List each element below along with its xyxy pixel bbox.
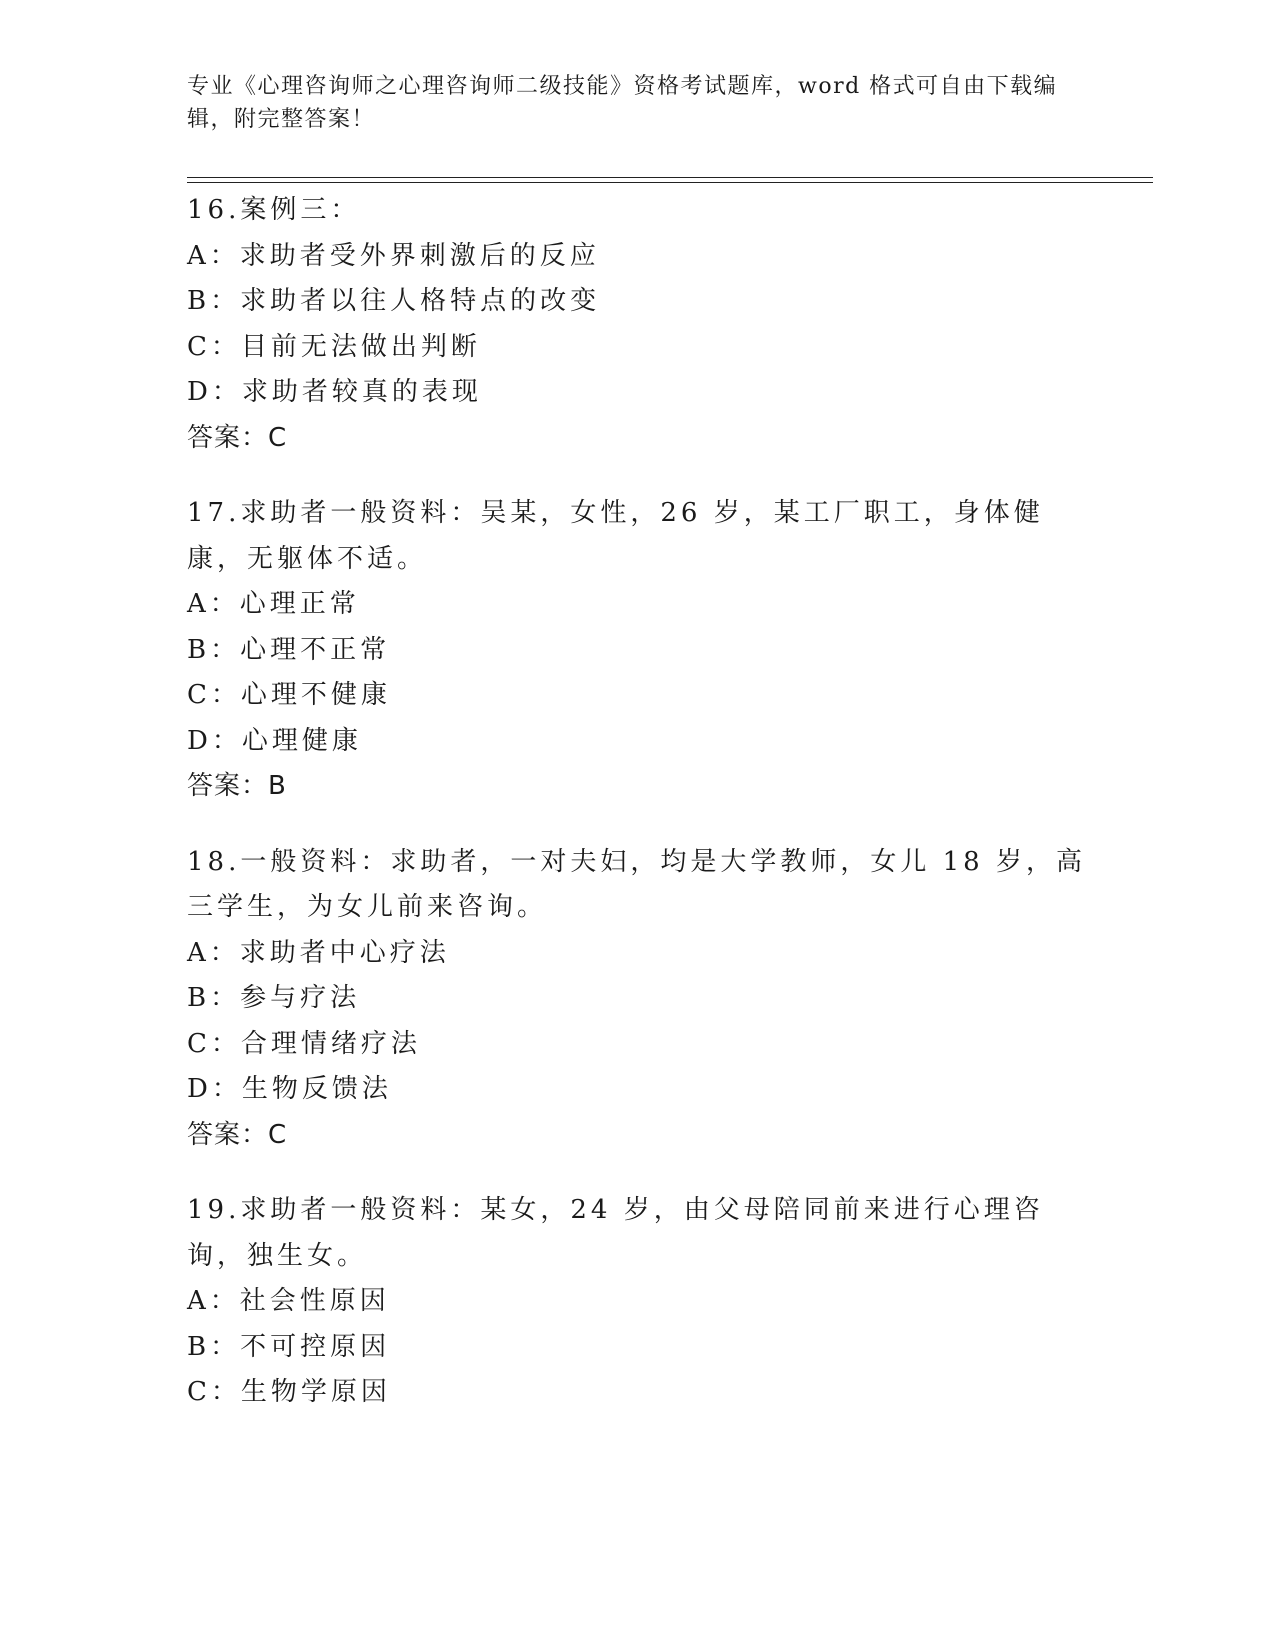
option-c: C：生物学原因 [187, 1377, 391, 1407]
option-d: D：心理健康 [187, 725, 362, 756]
option-b: B：不可控原因 [187, 1331, 391, 1362]
answer: 答案：C [187, 422, 288, 453]
option-d: D：生物反馈法 [187, 1074, 392, 1104]
option-a: A：心理正常 [187, 589, 360, 619]
question-stem: 17.求助者一般资料：吴某，女性，26 岁，某工厂职工，身体健康，无躯体不适。 [187, 498, 1044, 574]
answer: 答案：C [187, 1119, 288, 1150]
question-list [187, 188, 1087, 1446]
question-16 [187, 188, 1087, 461]
option-a: A：求助者受外界刺激后的反应 [187, 240, 600, 271]
question-stem: 18.一般资料：求助者，一对夫妇，均是大学教师，女儿 18 岁，高三学生，为女儿前来咨询。 [187, 846, 1086, 922]
option-b: B：参与疗法 [187, 983, 361, 1013]
option-b: B：求助者以往人格特点的改变 [187, 286, 601, 316]
option-a: A：求助者中心疗法 [187, 937, 450, 968]
option-c: C：心理不健康 [187, 680, 391, 710]
document-header: 专业《心理咨询师之心理咨询师二级技能》资格考试题库，word 格式可自由下载编辑，附完整答案！ [187, 74, 1058, 132]
option-a: A：社会性原因 [187, 1286, 390, 1316]
question-stem: 16.案例三： [187, 195, 361, 225]
question-stem: 19.求助者一般资料：某女，24 岁，由父母陪同前来进行心理咨询，独生女。 [187, 1195, 1044, 1271]
option-c: C：合理情绪疗法 [187, 1028, 421, 1059]
answer: 答案：B [187, 771, 287, 801]
option-c: C：目前无法做出判断 [187, 331, 481, 362]
option-b: B：心理不正常 [187, 634, 391, 665]
header-rule-top [187, 177, 1153, 178]
question-19 [187, 1188, 1087, 1416]
option-d: D：求助者较真的表现 [187, 377, 482, 407]
header-rule-bottom [187, 182, 1153, 183]
question-18 [187, 840, 1087, 1159]
question-17 [187, 491, 1087, 810]
